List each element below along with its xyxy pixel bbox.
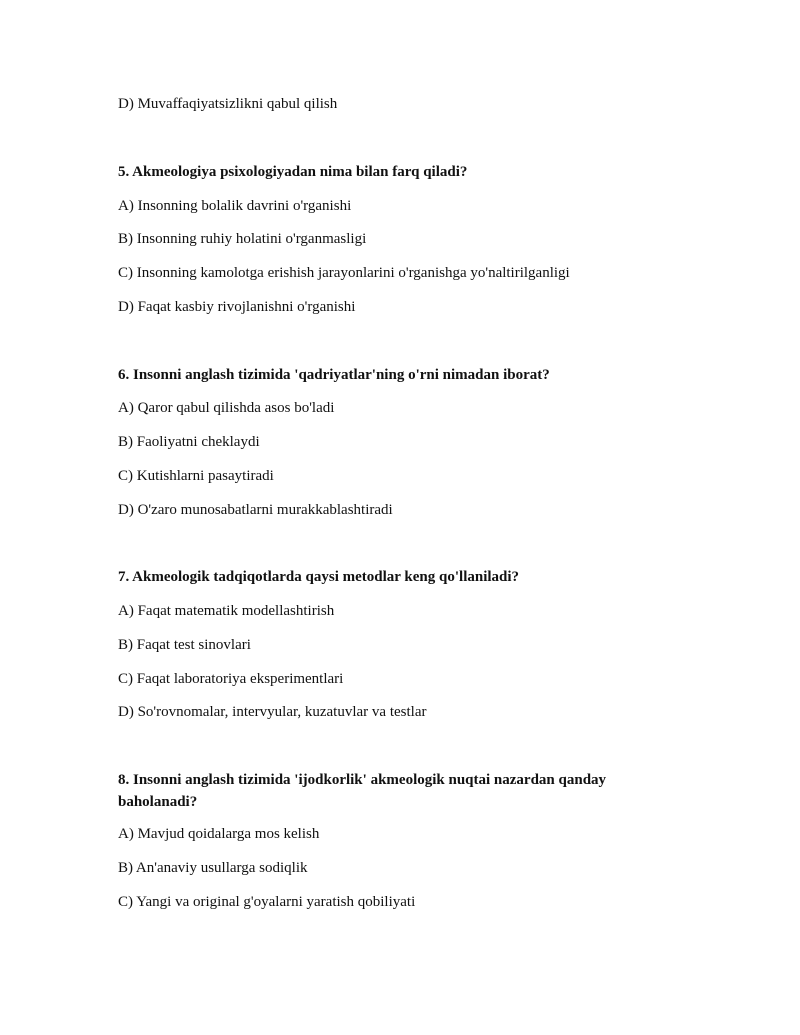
- question-5-option-a: A) Insonning bolalik davrini o'rganishi: [118, 198, 352, 214]
- question-7-option-b: B) Faqat test sinovlari: [118, 637, 251, 653]
- question-8-option-c: C) Yangi va original g'oyalarni yaratish qobiliyati: [118, 894, 416, 910]
- question-7-option-d: D) So'rovnomalar, intervyular, kuzatuvlar va testlar: [118, 704, 427, 720]
- question-8-title: 8. Insonni anglash tizimida 'ijodkorlik' akmeologik nuqtai nazardan qanday baholanadi?: [118, 772, 607, 810]
- question-6-option-b: B) Faoliyatni cheklaydi: [118, 434, 260, 450]
- prev-option-d: D) Muvaffaqiyatsizlikni qabul qilish: [118, 96, 338, 112]
- question-5-title: 5. Akmeologiya psixologiyadan nima bilan farq qiladi?: [118, 164, 468, 180]
- question-5-option-b: B) Insonning ruhiy holatini o'rganmasligi: [118, 231, 367, 247]
- question-7-option-a: A) Faqat matematik modellashtirish: [118, 603, 335, 619]
- question-8-option-b: B) An'anaviy usullarga sodiqlik: [118, 860, 308, 876]
- question-8-option-a: A) Mavjud qoidalarga mos kelish: [118, 826, 320, 842]
- question-6-option-d: D) O'zaro munosabatlarni murakkablashtiradi: [118, 502, 393, 518]
- question-5-option-d: D) Faqat kasbiy rivojlanishni o'rganishi: [118, 299, 356, 315]
- question-7-option-c: C) Faqat laboratoriya eksperimentlari: [118, 671, 344, 687]
- question-6-title: 6. Insonni anglash tizimida 'qadriyatlar'ning o'rni nimadan iborat?: [118, 367, 550, 383]
- question-5-option-c: C) Insonning kamolotga erishish jarayonlarini o'rganishga yo'naltirilganligi: [118, 265, 570, 281]
- question-7-title: 7. Akmeologik tadqiqotlarda qaysi metodlar keng qo'llaniladi?: [118, 569, 520, 585]
- question-6-option-a: A) Qaror qabul qilishda asos bo'ladi: [118, 400, 335, 416]
- question-6-option-c: C) Kutishlarni pasaytiradi: [118, 468, 274, 484]
